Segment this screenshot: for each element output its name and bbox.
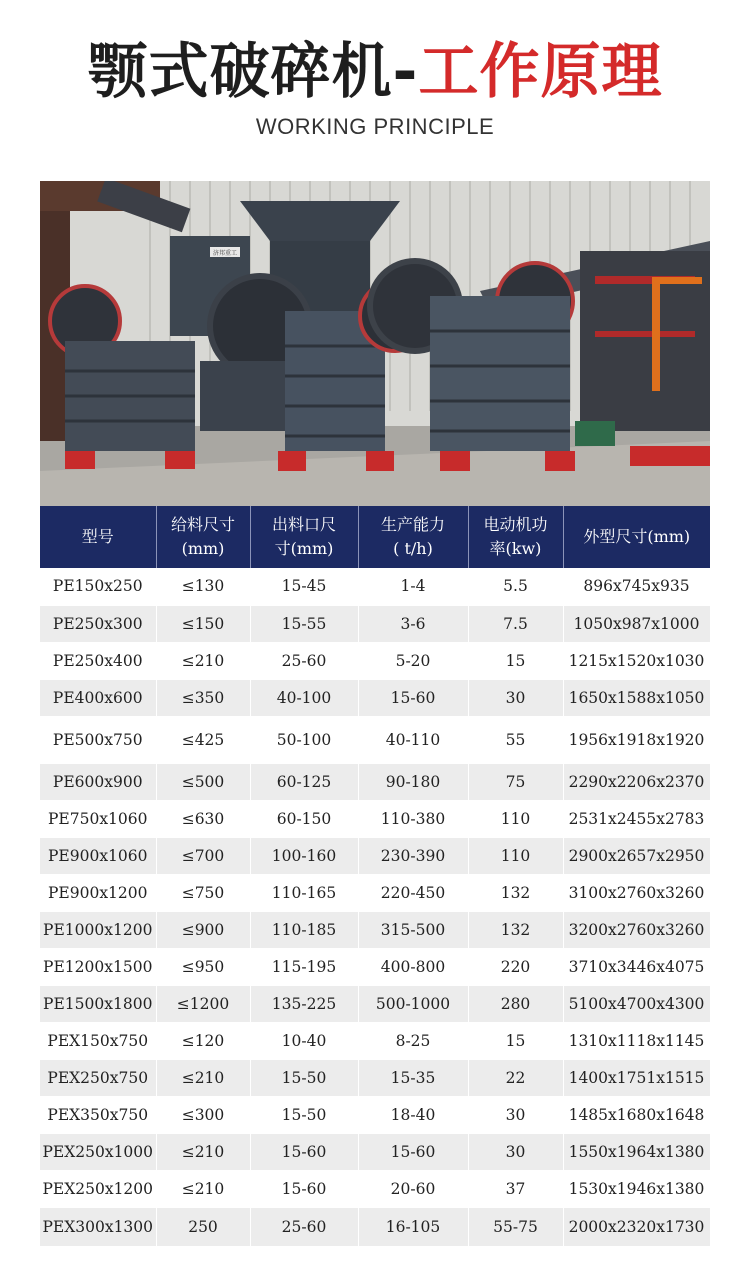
cell-discharge: 10-40 — [250, 1022, 358, 1059]
cell-capacity: 15-60 — [358, 1133, 468, 1170]
cell-model: PE250x300 — [40, 605, 156, 642]
cell-dimensions: 1400x1751x1515 — [563, 1059, 710, 1096]
cell-capacity: 15-35 — [358, 1059, 468, 1096]
cell-dimensions: 896x745x935 — [563, 568, 710, 605]
cell-model: PE900x1200 — [40, 874, 156, 911]
product-photo — [40, 181, 710, 506]
cell-power: 280 — [468, 985, 563, 1022]
cell-capacity: 15-60 — [358, 679, 468, 716]
cell-power: 110 — [468, 837, 563, 874]
cell-dimensions: 2000x2320x1730 — [563, 1207, 710, 1246]
cell-feed-size: ≤210 — [156, 1170, 250, 1207]
cell-feed-size: ≤150 — [156, 605, 250, 642]
cell-dimensions: 3100x2760x3260 — [563, 874, 710, 911]
cell-model: PE400x600 — [40, 679, 156, 716]
cell-capacity: 1-4 — [358, 568, 468, 605]
cell-power: 75 — [468, 763, 563, 800]
table-row — [40, 568, 710, 605]
cell-capacity: 5-20 — [358, 642, 468, 679]
cell-power: 220 — [468, 948, 563, 985]
cell-discharge: 15-50 — [250, 1059, 358, 1096]
cell-discharge: 25-60 — [250, 1207, 358, 1246]
cell-feed-size: ≤750 — [156, 874, 250, 911]
cell-capacity: 20-60 — [358, 1170, 468, 1207]
cell-model: PE500x750 — [40, 716, 156, 763]
cell-feed-size: ≤210 — [156, 1133, 250, 1170]
table-row — [40, 1133, 710, 1170]
cell-feed-size: ≤120 — [156, 1022, 250, 1059]
cell-power: 30 — [468, 679, 563, 716]
cell-feed-size: ≤630 — [156, 800, 250, 837]
cell-power: 132 — [468, 874, 563, 911]
table-row — [40, 642, 710, 679]
cell-dimensions: 1485x1680x1648 — [563, 1096, 710, 1133]
cell-discharge: 115-195 — [250, 948, 358, 985]
cell-discharge: 110-165 — [250, 874, 358, 911]
cell-model: PE900x1060 — [40, 837, 156, 874]
table-row — [40, 716, 710, 763]
machine-sign: 济邦重工 — [212, 250, 238, 257]
table-row — [40, 837, 710, 874]
cell-power: 22 — [468, 1059, 563, 1096]
col-header-power: 电动机功 率(kw) — [468, 506, 563, 568]
cell-discharge: 25-60 — [250, 642, 358, 679]
cell-model: PEX150x750 — [40, 1022, 156, 1059]
cell-dimensions: 1215x1520x1030 — [563, 642, 710, 679]
col-header-capacity: 生产能力 ( t/h) — [358, 506, 468, 568]
cell-dimensions: 1050x987x1000 — [563, 605, 710, 642]
col-header-dimensions: 外型尺寸(mm) — [563, 506, 710, 568]
cell-feed-size: ≤1200 — [156, 985, 250, 1022]
cell-power: 132 — [468, 911, 563, 948]
title-main: 颚式破碎机- — [87, 37, 419, 107]
cell-feed-size: ≤300 — [156, 1096, 250, 1133]
cell-power: 5.5 — [468, 568, 563, 605]
cell-discharge: 60-150 — [250, 800, 358, 837]
cell-capacity: 315-500 — [358, 911, 468, 948]
table-row — [40, 605, 710, 642]
cell-model: PE1500x1800 — [40, 985, 156, 1022]
cell-feed-size: ≤210 — [156, 642, 250, 679]
cell-feed-size: ≤900 — [156, 911, 250, 948]
page-title — [0, 30, 750, 114]
cell-feed-size: 250 — [156, 1207, 250, 1246]
cell-discharge: 110-185 — [250, 911, 358, 948]
cell-feed-size: ≤700 — [156, 837, 250, 874]
cell-model: PE1000x1200 — [40, 911, 156, 948]
cell-model: PE250x400 — [40, 642, 156, 679]
cell-capacity: 40-110 — [358, 716, 468, 763]
cell-capacity: 500-1000 — [358, 985, 468, 1022]
cell-discharge: 15-60 — [250, 1133, 358, 1170]
cell-discharge: 100-160 — [250, 837, 358, 874]
cell-feed-size: ≤210 — [156, 1059, 250, 1096]
cell-discharge: 60-125 — [250, 763, 358, 800]
cell-dimensions: 3200x2760x3260 — [563, 911, 710, 948]
cell-dimensions: 1650x1588x1050 — [563, 679, 710, 716]
cell-power: 30 — [468, 1133, 563, 1170]
cell-capacity: 400-800 — [358, 948, 468, 985]
cell-dimensions: 3710x3446x4075 — [563, 948, 710, 985]
table-row — [40, 911, 710, 948]
cell-discharge: 40-100 — [250, 679, 358, 716]
cell-dimensions: 1550x1964x1380 — [563, 1133, 710, 1170]
cell-dimensions: 1530x1946x1380 — [563, 1170, 710, 1207]
cell-dimensions: 5100x4700x4300 — [563, 985, 710, 1022]
cell-feed-size: ≤950 — [156, 948, 250, 985]
cell-capacity: 16-105 — [358, 1207, 468, 1246]
cell-model: PEX350x750 — [40, 1096, 156, 1133]
cell-power: 110 — [468, 800, 563, 837]
spec-table — [40, 506, 711, 1247]
cell-model: PEX250x1200 — [40, 1170, 156, 1207]
cell-discharge: 50-100 — [250, 716, 358, 763]
table-row — [40, 763, 710, 800]
cell-discharge: 15-45 — [250, 568, 358, 605]
crusher-factory-illustration — [40, 181, 710, 506]
table-header-row — [40, 506, 710, 568]
cell-capacity: 8-25 — [358, 1022, 468, 1059]
table-row — [40, 1207, 710, 1246]
cell-capacity: 220-450 — [358, 874, 468, 911]
cell-power: 7.5 — [468, 605, 563, 642]
cell-capacity: 90-180 — [358, 763, 468, 800]
cell-model: PE750x1060 — [40, 800, 156, 837]
table-row — [40, 1170, 710, 1207]
cell-model: PE1200x1500 — [40, 948, 156, 985]
cell-power: 15 — [468, 642, 563, 679]
cell-dimensions: 2290x2206x2370 — [563, 763, 710, 800]
cell-feed-size: ≤350 — [156, 679, 250, 716]
cell-model: PEX250x750 — [40, 1059, 156, 1096]
cell-feed-size: ≤500 — [156, 763, 250, 800]
cell-capacity: 230-390 — [358, 837, 468, 874]
col-header-discharge: 出料口尺 寸(mm) — [250, 506, 358, 568]
cell-dimensions: 1310x1118x1145 — [563, 1022, 710, 1059]
cell-feed-size: ≤130 — [156, 568, 250, 605]
cell-capacity: 110-380 — [358, 800, 468, 837]
cell-discharge: 135-225 — [250, 985, 358, 1022]
page-subtitle: WORKING PRINCIPLE — [255, 114, 495, 139]
cell-dimensions: 2900x2657x2950 — [563, 837, 710, 874]
table-body — [40, 568, 710, 1246]
cell-discharge: 15-50 — [250, 1096, 358, 1133]
title-highlight: 工作原理 — [418, 37, 663, 107]
table-row — [40, 679, 710, 716]
cell-power: 37 — [468, 1170, 563, 1207]
cell-power: 15 — [468, 1022, 563, 1059]
cell-model: PEX250x1000 — [40, 1133, 156, 1170]
table-row — [40, 985, 710, 1022]
cell-discharge: 15-60 — [250, 1170, 358, 1207]
cell-feed-size: ≤425 — [156, 716, 250, 763]
cell-capacity: 3-6 — [358, 605, 468, 642]
cell-model: PEX300x1300 — [40, 1207, 156, 1246]
cell-discharge: 15-55 — [250, 605, 358, 642]
cell-dimensions: 1956x1918x1920 — [563, 716, 710, 763]
col-header-feed-size: 给料尺寸 (mm) — [156, 506, 250, 568]
cell-dimensions: 2531x2455x2783 — [563, 800, 710, 837]
col-header-model: 型号 — [40, 506, 156, 568]
table-row — [40, 800, 710, 837]
table-row — [40, 1096, 710, 1133]
table-row — [40, 948, 710, 985]
table-row — [40, 1059, 710, 1096]
cell-power: 55-75 — [468, 1207, 563, 1246]
cell-model: PE600x900 — [40, 763, 156, 800]
cell-power: 30 — [468, 1096, 563, 1133]
table-row — [40, 874, 710, 911]
cell-model: PE150x250 — [40, 568, 156, 605]
cell-capacity: 18-40 — [358, 1096, 468, 1133]
table-row — [40, 1022, 710, 1059]
cell-power: 55 — [468, 716, 563, 763]
